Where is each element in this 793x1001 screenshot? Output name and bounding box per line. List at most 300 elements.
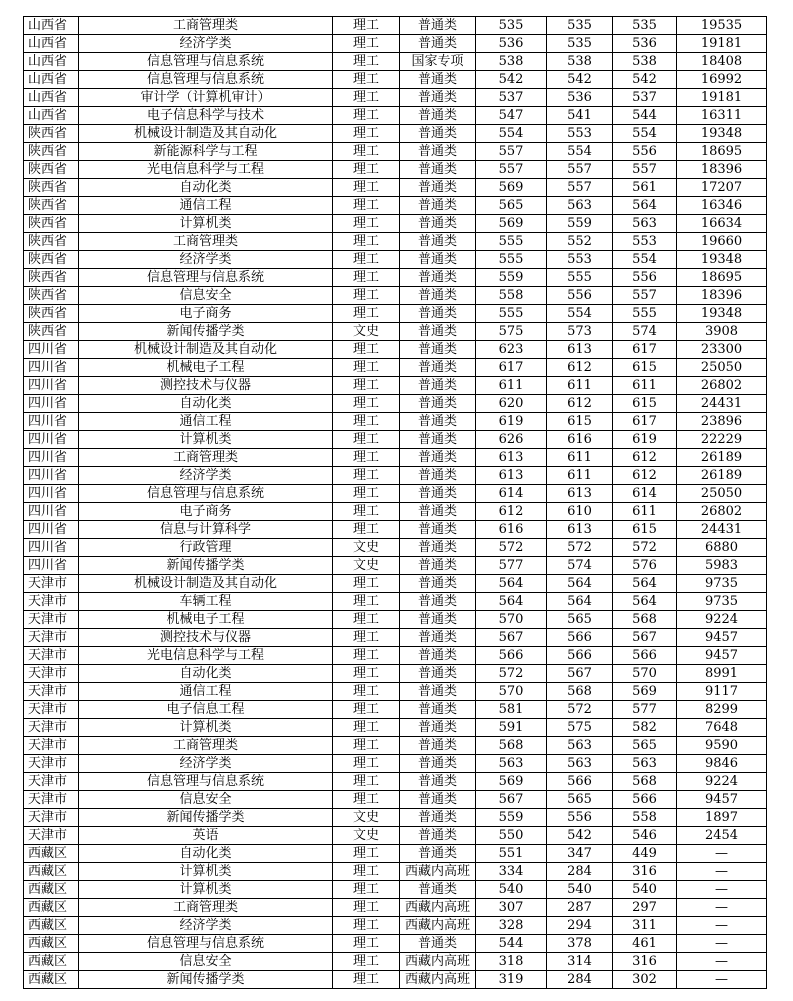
table-row (24, 683, 767, 701)
max-score-cell: 555 (476, 305, 547, 323)
min-score-cell: 613 (547, 341, 613, 359)
rank-cell: 3908 (677, 323, 767, 341)
max-score-cell: 328 (476, 917, 547, 935)
province-cell: 四川省 (24, 521, 79, 539)
min-score-cell: 565 (547, 791, 613, 809)
avg-score-cell: 561 (613, 179, 677, 197)
avg-score-cell: 557 (613, 287, 677, 305)
avg-score-cell: 612 (613, 449, 677, 467)
max-score-cell: 555 (476, 233, 547, 251)
max-score-cell: 551 (476, 845, 547, 863)
major-cell: 工商管理类 (79, 17, 333, 35)
category-cell: 理工 (333, 611, 400, 629)
min-score-cell: 535 (547, 35, 613, 53)
avg-score-cell: 565 (613, 737, 677, 755)
rank-cell: 2454 (677, 827, 767, 845)
major-cell: 新闻传播学类 (79, 557, 333, 575)
max-score-cell: 616 (476, 521, 547, 539)
table-row (24, 485, 767, 503)
province-cell: 天津市 (24, 665, 79, 683)
rank-cell: 9224 (677, 773, 767, 791)
batch-type-cell: 西藏内高班 (400, 971, 476, 989)
category-cell: 理工 (333, 53, 400, 71)
avg-score-cell: 316 (613, 953, 677, 971)
max-score-cell: 569 (476, 773, 547, 791)
min-score-cell: 552 (547, 233, 613, 251)
max-score-cell: 572 (476, 665, 547, 683)
table-row (24, 89, 767, 107)
min-score-cell: 284 (547, 971, 613, 989)
min-score-cell: 612 (547, 359, 613, 377)
table-row (24, 359, 767, 377)
province-cell: 天津市 (24, 611, 79, 629)
table-row (24, 539, 767, 557)
batch-type-cell: 普通类 (400, 449, 476, 467)
table-row (24, 521, 767, 539)
major-cell: 工商管理类 (79, 449, 333, 467)
category-cell: 理工 (333, 737, 400, 755)
min-score-cell: 568 (547, 683, 613, 701)
province-cell: 陕西省 (24, 305, 79, 323)
major-cell: 信息管理与信息系统 (79, 773, 333, 791)
max-score-cell: 567 (476, 791, 547, 809)
max-score-cell: 538 (476, 53, 547, 71)
avg-score-cell: 537 (613, 89, 677, 107)
category-cell: 理工 (333, 35, 400, 53)
major-cell: 经济学类 (79, 755, 333, 773)
batch-type-cell: 普通类 (400, 881, 476, 899)
table-row (24, 629, 767, 647)
major-cell: 电子信息科学与技术 (79, 107, 333, 125)
rank-cell: 9224 (677, 611, 767, 629)
table-row (24, 467, 767, 485)
province-cell: 山西省 (24, 17, 79, 35)
rank-cell: 9117 (677, 683, 767, 701)
batch-type-cell: 西藏内高班 (400, 899, 476, 917)
table-row (24, 431, 767, 449)
avg-score-cell: 540 (613, 881, 677, 899)
avg-score-cell: 569 (613, 683, 677, 701)
table-row (24, 809, 767, 827)
category-cell: 理工 (333, 935, 400, 953)
category-cell: 理工 (333, 593, 400, 611)
major-cell: 计算机类 (79, 863, 333, 881)
max-score-cell: 565 (476, 197, 547, 215)
major-cell: 通信工程 (79, 413, 333, 431)
category-cell: 理工 (333, 629, 400, 647)
category-cell: 理工 (333, 341, 400, 359)
min-score-cell: 556 (547, 809, 613, 827)
avg-score-cell: 572 (613, 539, 677, 557)
major-cell: 计算机类 (79, 431, 333, 449)
batch-type-cell: 普通类 (400, 233, 476, 251)
table-row (24, 143, 767, 161)
avg-score-cell: 611 (613, 377, 677, 395)
table-row (24, 395, 767, 413)
province-cell: 四川省 (24, 413, 79, 431)
avg-score-cell: 555 (613, 305, 677, 323)
category-cell: 理工 (333, 449, 400, 467)
major-cell: 工商管理类 (79, 737, 333, 755)
max-score-cell: 563 (476, 755, 547, 773)
table-row (24, 665, 767, 683)
min-score-cell: 572 (547, 539, 613, 557)
major-cell: 光电信息科学与工程 (79, 647, 333, 665)
min-score-cell: 535 (547, 17, 613, 35)
province-cell: 西藏区 (24, 935, 79, 953)
province-cell: 天津市 (24, 791, 79, 809)
batch-type-cell: 普通类 (400, 197, 476, 215)
table-row (24, 755, 767, 773)
table-row (24, 611, 767, 629)
category-cell: 文史 (333, 809, 400, 827)
avg-score-cell: 546 (613, 827, 677, 845)
province-cell: 四川省 (24, 503, 79, 521)
rank-cell: 9457 (677, 629, 767, 647)
batch-type-cell: 普通类 (400, 629, 476, 647)
table-row (24, 899, 767, 917)
avg-score-cell: 311 (613, 917, 677, 935)
batch-type-cell: 普通类 (400, 737, 476, 755)
min-score-cell: 557 (547, 179, 613, 197)
batch-type-cell: 普通类 (400, 143, 476, 161)
avg-score-cell: 563 (613, 755, 677, 773)
min-score-cell: 553 (547, 125, 613, 143)
min-score-cell: 542 (547, 71, 613, 89)
min-score-cell: 287 (547, 899, 613, 917)
max-score-cell: 554 (476, 125, 547, 143)
min-score-cell: 613 (547, 521, 613, 539)
category-cell: 文史 (333, 539, 400, 557)
province-cell: 天津市 (24, 647, 79, 665)
max-score-cell: 542 (476, 71, 547, 89)
major-cell: 工商管理类 (79, 899, 333, 917)
category-cell: 理工 (333, 359, 400, 377)
avg-score-cell: 556 (613, 269, 677, 287)
batch-type-cell: 普通类 (400, 701, 476, 719)
rank-cell: — (677, 899, 767, 917)
batch-type-cell: 普通类 (400, 377, 476, 395)
batch-type-cell: 普通类 (400, 35, 476, 53)
province-cell: 陕西省 (24, 161, 79, 179)
major-cell: 车辆工程 (79, 593, 333, 611)
table-row (24, 953, 767, 971)
category-cell: 理工 (333, 431, 400, 449)
major-cell: 机械电子工程 (79, 611, 333, 629)
batch-type-cell: 普通类 (400, 611, 476, 629)
category-cell: 理工 (333, 71, 400, 89)
major-cell: 信息管理与信息系统 (79, 485, 333, 503)
major-cell: 信息管理与信息系统 (79, 53, 333, 71)
batch-type-cell: 普通类 (400, 323, 476, 341)
major-cell: 通信工程 (79, 683, 333, 701)
rank-cell: 19181 (677, 89, 767, 107)
rank-cell: 19348 (677, 251, 767, 269)
category-cell: 理工 (333, 125, 400, 143)
table-row (24, 17, 767, 35)
avg-score-cell: 302 (613, 971, 677, 989)
category-cell: 理工 (333, 845, 400, 863)
avg-score-cell: 554 (613, 125, 677, 143)
max-score-cell: 559 (476, 269, 547, 287)
batch-type-cell: 普通类 (400, 755, 476, 773)
province-cell: 四川省 (24, 539, 79, 557)
major-cell: 机械设计制造及其自动化 (79, 575, 333, 593)
batch-type-cell: 西藏内高班 (400, 917, 476, 935)
avg-score-cell: 557 (613, 161, 677, 179)
max-score-cell: 575 (476, 323, 547, 341)
province-cell: 陕西省 (24, 287, 79, 305)
avg-score-cell: 316 (613, 863, 677, 881)
major-cell: 信息安全 (79, 791, 333, 809)
table-row (24, 557, 767, 575)
province-cell: 四川省 (24, 467, 79, 485)
major-cell: 通信工程 (79, 197, 333, 215)
table-row (24, 701, 767, 719)
max-score-cell: 613 (476, 449, 547, 467)
category-cell: 理工 (333, 503, 400, 521)
min-score-cell: 378 (547, 935, 613, 953)
max-score-cell: 319 (476, 971, 547, 989)
rank-cell: 19181 (677, 35, 767, 53)
category-cell: 理工 (333, 413, 400, 431)
rank-cell: 19348 (677, 305, 767, 323)
table-row (24, 53, 767, 71)
batch-type-cell: 普通类 (400, 665, 476, 683)
min-score-cell: 314 (547, 953, 613, 971)
major-cell: 计算机类 (79, 215, 333, 233)
major-cell: 英语 (79, 827, 333, 845)
rank-cell: — (677, 863, 767, 881)
avg-score-cell: 556 (613, 143, 677, 161)
max-score-cell: 623 (476, 341, 547, 359)
max-score-cell: 307 (476, 899, 547, 917)
rank-cell: — (677, 953, 767, 971)
province-cell: 天津市 (24, 575, 79, 593)
avg-score-cell: 535 (613, 17, 677, 35)
category-cell: 理工 (333, 107, 400, 125)
major-cell: 信息安全 (79, 287, 333, 305)
table-row (24, 287, 767, 305)
category-cell: 理工 (333, 395, 400, 413)
category-cell: 理工 (333, 917, 400, 935)
batch-type-cell: 普通类 (400, 269, 476, 287)
rank-cell: 23300 (677, 341, 767, 359)
avg-score-cell: 568 (613, 773, 677, 791)
major-cell: 电子信息工程 (79, 701, 333, 719)
rank-cell: — (677, 971, 767, 989)
batch-type-cell: 西藏内高班 (400, 863, 476, 881)
max-score-cell: 535 (476, 17, 547, 35)
table-row (24, 971, 767, 989)
major-cell: 自动化类 (79, 179, 333, 197)
major-cell: 经济学类 (79, 35, 333, 53)
table-row (24, 845, 767, 863)
province-cell: 天津市 (24, 683, 79, 701)
category-cell: 理工 (333, 881, 400, 899)
batch-type-cell: 普通类 (400, 125, 476, 143)
max-score-cell: 613 (476, 467, 547, 485)
category-cell: 理工 (333, 161, 400, 179)
province-cell: 四川省 (24, 485, 79, 503)
major-cell: 电子商务 (79, 305, 333, 323)
max-score-cell: 569 (476, 215, 547, 233)
province-cell: 四川省 (24, 431, 79, 449)
major-cell: 自动化类 (79, 395, 333, 413)
table-row (24, 251, 767, 269)
avg-score-cell: 615 (613, 521, 677, 539)
category-cell: 理工 (333, 197, 400, 215)
min-score-cell: 572 (547, 701, 613, 719)
province-cell: 陕西省 (24, 179, 79, 197)
batch-type-cell: 普通类 (400, 161, 476, 179)
batch-type-cell: 普通类 (400, 341, 476, 359)
category-cell: 理工 (333, 215, 400, 233)
major-cell: 自动化类 (79, 845, 333, 863)
avg-score-cell: 567 (613, 629, 677, 647)
min-score-cell: 542 (547, 827, 613, 845)
avg-score-cell: 582 (613, 719, 677, 737)
major-cell: 机械设计制造及其自动化 (79, 125, 333, 143)
category-cell: 理工 (333, 485, 400, 503)
rank-cell: 18396 (677, 287, 767, 305)
batch-type-cell: 普通类 (400, 179, 476, 197)
province-cell: 西藏区 (24, 881, 79, 899)
min-score-cell: 563 (547, 755, 613, 773)
province-cell: 天津市 (24, 773, 79, 791)
table-row (24, 575, 767, 593)
province-cell: 山西省 (24, 71, 79, 89)
table-row (24, 935, 767, 953)
province-cell: 陕西省 (24, 251, 79, 269)
rank-cell: 16992 (677, 71, 767, 89)
max-score-cell: 566 (476, 647, 547, 665)
table-row (24, 881, 767, 899)
max-score-cell: 568 (476, 737, 547, 755)
min-score-cell: 556 (547, 287, 613, 305)
min-score-cell: 284 (547, 863, 613, 881)
min-score-cell: 611 (547, 377, 613, 395)
rank-cell: — (677, 935, 767, 953)
rank-cell: 18695 (677, 143, 767, 161)
category-cell: 文史 (333, 557, 400, 575)
rank-cell: 9590 (677, 737, 767, 755)
max-score-cell: 318 (476, 953, 547, 971)
batch-type-cell: 普通类 (400, 539, 476, 557)
avg-score-cell: 570 (613, 665, 677, 683)
batch-type-cell: 普通类 (400, 557, 476, 575)
province-cell: 天津市 (24, 701, 79, 719)
avg-score-cell: 558 (613, 809, 677, 827)
max-score-cell: 540 (476, 881, 547, 899)
table-row (24, 179, 767, 197)
rank-cell: 18408 (677, 53, 767, 71)
max-score-cell: 557 (476, 143, 547, 161)
max-score-cell: 612 (476, 503, 547, 521)
avg-score-cell: 449 (613, 845, 677, 863)
table-row (24, 341, 767, 359)
category-cell: 理工 (333, 971, 400, 989)
category-cell: 理工 (333, 719, 400, 737)
min-score-cell: 611 (547, 467, 613, 485)
min-score-cell: 555 (547, 269, 613, 287)
category-cell: 理工 (333, 269, 400, 287)
avg-score-cell: 611 (613, 503, 677, 521)
province-cell: 天津市 (24, 593, 79, 611)
major-cell: 新闻传播学类 (79, 323, 333, 341)
rank-cell: 16346 (677, 197, 767, 215)
min-score-cell: 573 (547, 323, 613, 341)
category-cell: 理工 (333, 143, 400, 161)
batch-type-cell: 普通类 (400, 251, 476, 269)
batch-type-cell: 普通类 (400, 305, 476, 323)
avg-score-cell: 577 (613, 701, 677, 719)
province-cell: 西藏区 (24, 845, 79, 863)
table-row (24, 233, 767, 251)
batch-type-cell: 普通类 (400, 521, 476, 539)
min-score-cell: 574 (547, 557, 613, 575)
province-cell: 西藏区 (24, 899, 79, 917)
avg-score-cell: 568 (613, 611, 677, 629)
min-score-cell: 575 (547, 719, 613, 737)
category-cell: 理工 (333, 755, 400, 773)
avg-score-cell: 297 (613, 899, 677, 917)
province-cell: 陕西省 (24, 125, 79, 143)
batch-type-cell: 普通类 (400, 827, 476, 845)
min-score-cell: 553 (547, 251, 613, 269)
batch-type-cell: 普通类 (400, 503, 476, 521)
rank-cell: 16634 (677, 215, 767, 233)
rank-cell: 19348 (677, 125, 767, 143)
province-cell: 陕西省 (24, 323, 79, 341)
major-cell: 机械设计制造及其自动化 (79, 341, 333, 359)
province-cell: 陕西省 (24, 197, 79, 215)
batch-type-cell: 普通类 (400, 395, 476, 413)
table-row (24, 35, 767, 53)
batch-type-cell: 普通类 (400, 575, 476, 593)
table-row (24, 737, 767, 755)
table-row (24, 593, 767, 611)
max-score-cell: 547 (476, 107, 547, 125)
category-cell: 理工 (333, 773, 400, 791)
batch-type-cell: 普通类 (400, 359, 476, 377)
batch-type-cell: 西藏内高班 (400, 953, 476, 971)
min-score-cell: 566 (547, 647, 613, 665)
rank-cell: 25050 (677, 359, 767, 377)
min-score-cell: 294 (547, 917, 613, 935)
table-row (24, 323, 767, 341)
category-cell: 理工 (333, 377, 400, 395)
min-score-cell: 564 (547, 593, 613, 611)
batch-type-cell: 普通类 (400, 215, 476, 233)
avg-score-cell: 612 (613, 467, 677, 485)
table-row (24, 719, 767, 737)
major-cell: 信息与计算科学 (79, 521, 333, 539)
major-cell: 测控技术与仪器 (79, 629, 333, 647)
rank-cell: 8991 (677, 665, 767, 683)
rank-cell: 18396 (677, 161, 767, 179)
rank-cell: 26189 (677, 467, 767, 485)
province-cell: 山西省 (24, 53, 79, 71)
max-score-cell: 564 (476, 593, 547, 611)
rank-cell: 23896 (677, 413, 767, 431)
min-score-cell: 563 (547, 737, 613, 755)
major-cell: 机械电子工程 (79, 359, 333, 377)
avg-score-cell: 617 (613, 341, 677, 359)
rank-cell: 24431 (677, 521, 767, 539)
min-score-cell: 559 (547, 215, 613, 233)
major-cell: 经济学类 (79, 917, 333, 935)
